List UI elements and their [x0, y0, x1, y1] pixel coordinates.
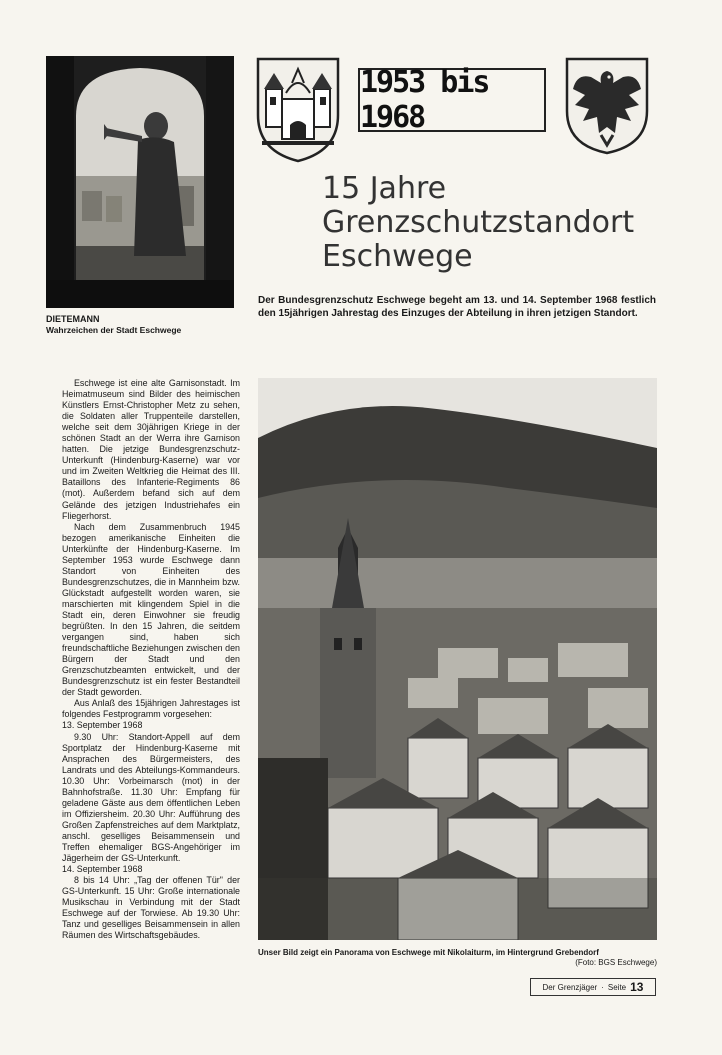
page-number: 13	[630, 980, 644, 994]
photo-credit: (Foto: BGS Eschwege)	[575, 958, 657, 967]
eschwege-panorama-photo	[258, 378, 657, 940]
body-paragraph: 9.30 Uhr: Standort-Appell auf dem Sportplatz der Hindenburg-Kaserne mit Ansprachen des Bürgermeisters, des Landrats und des Abteilungs-Kommandeurs. 10.30 Uhr: Vorbeimarsch (mot) in der Bahnhofstraße. 11.30 Uhr: Empfang für geladene Gäste aus dem öffentlichen Leben im Offiziersheim. 20.30 Uhr: Aufführung des Großen Zapfenstreiches auf dem Marktplatz, anschl. geselliges Beisammensein und Treffen ehemaliger BGS-Angehöriger im Jägerheim der GS-Unterkunft.	[62, 731, 240, 864]
panorama-caption-text: Unser Bild zeigt ein Panorama von Eschwege mit Nikolaiturm, im Hintergrund Grebendorf	[258, 948, 599, 957]
article-headline	[322, 172, 662, 274]
article-lead: Der Bundesgrenzschutz Eschwege begeht am 13. und 14. September 1968 festlich den 15jährigen Jahrestag des Einzuges der Abteilung in ihren jetzigen Standort.	[258, 295, 656, 319]
headline-line-3: Eschwege	[322, 239, 473, 274]
article-body	[62, 378, 240, 941]
panorama-caption	[258, 948, 657, 968]
headline-line-1: 15 Jahre	[322, 171, 447, 206]
headline-line-2: Grenzschutzstandort	[322, 205, 635, 240]
caption-text: Wahrzeichen der Stadt Eschwege	[46, 325, 182, 335]
trumpeter-photo	[46, 56, 234, 308]
page-label: Seite	[607, 982, 627, 992]
caption-title: DIETEMANN	[46, 314, 100, 324]
federal-eagle-crest	[563, 55, 651, 155]
body-paragraph: Aus Anlaß des 15jährigen Jahrestages ist folgendes Festprogramm vorgesehen:	[62, 698, 240, 720]
body-paragraph: Nach dem Zusammenbruch 1945 bezogen amerikanische Einheiten die Unterkünfte der Hindenburg-Kaserne. Im September 1953 wurde Eschwege dann Standort von Einheiten des Bundesgrenzschutzes, die in Mannheim bzw. Glückstadt aufgestellt worden waren, sie marschierten mit klingendem Spiel in die Stadt ein, deren Einwohner sie freudig begrüßten. In den 15 Jahren, die seitdem vergangen sind, haben sich freundschaftliche Beziehungen zwischen den Bürgern der Stadt und den Grenzschutzbeamten entwickelt, und der Bundesgrenzschutz ist ein fester Bestandteil der Stadt geworden.	[62, 521, 240, 698]
publication-name: Der Grenzjäger	[542, 982, 598, 992]
program-date: 14. September 1968	[62, 864, 143, 875]
body-paragraph: Eschwege ist eine alte Garnisonstadt. Im Heimatmuseum sind Bilder des heimischen Künstlers Ernst-Christopher Metz zu sehen, die Soldaten aller Truppenteile darstellen, welche seit dem 30jährigen Kriege in der schönen Stadt an der Werra ihre Garnison hatten. Die jetzige Bundesgrenzschutz-Unterkunft (Hindenburg-Kaserne) war vor und im Zweiten Weltkrieg die Heimat des III. Bataillons des Infanterie-Regiments 86 (mot). Außerdem befand sich auf dem Gelände des jetzigen Industriehafes ein Fliegerhorst.	[62, 378, 240, 521]
date-range-box	[358, 65, 546, 135]
program-date: 13. September 1968	[62, 720, 143, 731]
eschwege-coat-of-arms	[254, 55, 342, 163]
footer-separator: ·	[601, 982, 604, 992]
date-range-text: 1953 bis 1968	[360, 65, 489, 135]
body-paragraph: 8 bis 14 Uhr: „Tag der offenen Tür" der GS-Unterkunft. 15 Uhr: Große internationale Musikschau in Verbindung mit der Stadt Eschwege auf der Torwiese. Ab 19.30 Uhr: Tanz und geselliges Beisammensein in allen Räumen des Wirtschaftsgebäudes.	[62, 875, 240, 941]
left-photo-caption	[46, 314, 246, 336]
page-footer	[530, 978, 656, 996]
